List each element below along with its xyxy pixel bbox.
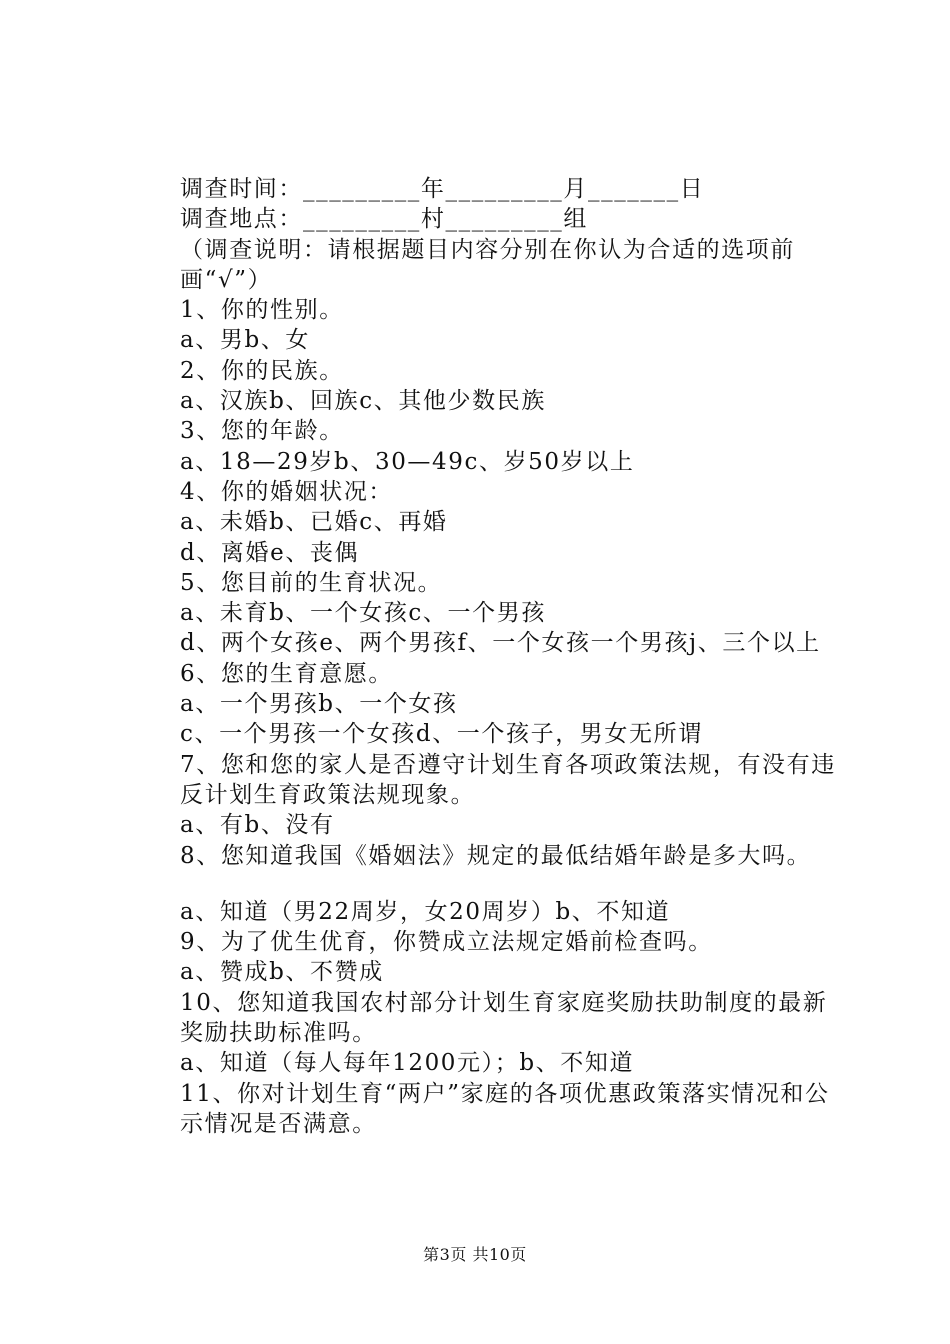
question-10-options: a、知道（每人每年1200元）；b、不知道 [180,1050,635,1077]
question-8: 8、您知道我国《婚姻法》规定的最低结婚年龄是多大吗。 [180,842,812,869]
question-5-options-2: d、两个女孩e、两个男孩f、一个女孩一个男孩j、三个以上 [180,630,821,657]
question-9: 9、为了优生优育，你赞成立法规定婚前检查吗。 [180,929,713,956]
question-10: 10、您知道我国农村部分计划生育家庭奖励扶助制度的最新奖励扶助标准吗。 [180,989,828,1047]
page-footer: 第3页 共10页 [423,1245,527,1264]
survey-place-line: 调查地点：_________村_________组 [180,206,588,233]
question-2: 2、你的民族。 [180,357,344,384]
question-5: 5、您目前的生育状况。 [180,569,443,596]
question-4-options-2: d、离婚e、丧偶 [180,539,360,566]
question-3: 3、您的年龄。 [180,418,344,445]
question-1-options: a、男b、女 [180,327,311,354]
question-7-options: a、有b、没有 [180,812,335,839]
question-9-options: a、赞成b、不赞成 [180,959,384,986]
question-1: 1、你的性别。 [180,297,344,324]
question-2-options: a、汉族b、回族c、其他少数民族 [180,388,546,415]
question-6-options-1: a、一个男孩b、一个女孩 [180,691,458,718]
survey-document [128,174,838,1139]
survey-instruction: （调查说明：请根据题目内容分别在你认为合适的选项前画“√”） [180,236,795,293]
question-6: 6、您的生育意愿。 [180,660,394,687]
question-5-options-1: a、未育b、一个女孩c、一个男孩 [180,600,546,627]
question-8-options: a、知道（男22周岁，女20周岁）b、不知道 [180,898,671,925]
question-7: 7、您和您的家人是否遵守计划生育各项政策法规，有没有违反计划生育政策法规现象。 [180,751,836,808]
survey-time-line: 调查时间：_________年_________月_______日 [180,176,705,202]
question-11: 11、你对计划生育“两户”家庭的各项优惠政策落实情况和公示情况是否满意。 [180,1080,830,1137]
question-3-options: a、18—29岁b、30—49c、岁50岁以上 [180,448,635,475]
question-4: 4、你的婚姻状况： [180,478,394,505]
question-4-options-1: a、未婚b、已婚c、再婚 [180,509,448,536]
blank-gap [128,871,838,897]
question-6-options-2: c、一个男孩一个女孩d、一个孩子，男女无所谓 [180,721,703,748]
